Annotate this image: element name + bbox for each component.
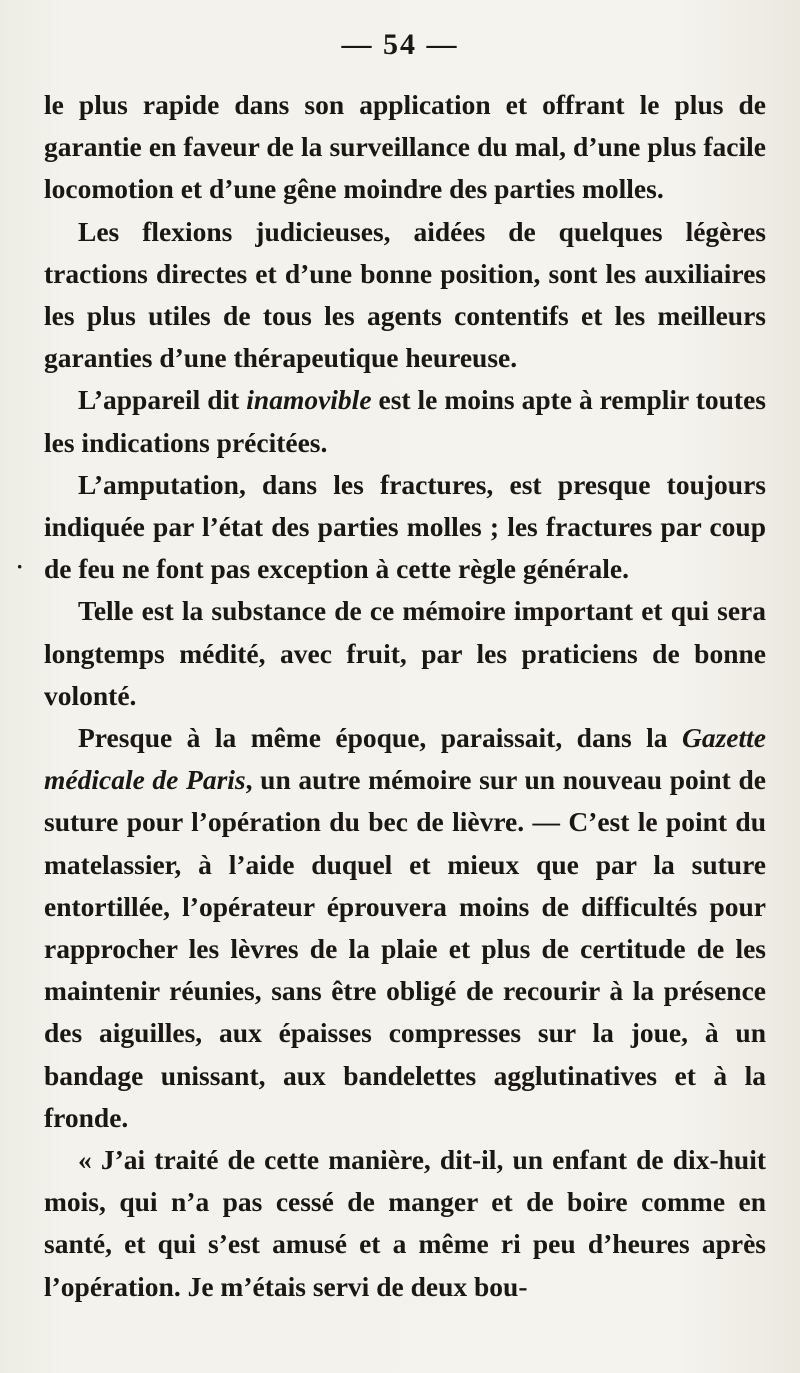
text-run: « J’ai traité de cette manière, dit-il, un enfant de dix-huit mois, qui n’a pas cessé de manger et de boire comme en santé, et qui s’est amusé et a même ri peu d’heures après l’opération. Je m’étais servi de deux bou- [44, 1144, 766, 1302]
paragraph [44, 717, 766, 1139]
paragraph [44, 590, 766, 717]
text-run: Telle est la substance de ce mémoire important et qui sera longtemps médité, avec fruit, par les praticiens de bonne volonté. [44, 595, 766, 711]
page-body-text [44, 84, 766, 1308]
text-run: Les flexions judicieuses, aidées de quelques légères tractions directes et d’une bonne position, sont les auxiliaires les plus utiles de tous les agents contentifs et les meilleurs garanties d’une thérapeutique heureuse. [44, 215, 766, 374]
text-run: Presque à la même époque, paraissait, dans la [78, 722, 682, 754]
italic-text: Gazette médicale de Paris [44, 722, 766, 796]
text-run: le plus rapide dans son application et offrant le plus de garantie en faveur de la surveillance du mal, d’une plus facile locomotion et d’une gêne moindre des parties molles. [44, 89, 766, 205]
paragraph [44, 464, 766, 591]
paragraph [44, 1139, 766, 1308]
page-number: — 54 — [341, 28, 459, 61]
text-run: , un autre mémoire sur un nouveau point de suture pour l’opération du bec de lièvre. — C’est le point du matelassier, à l’aide duquel et mieux que par la suture entortillée, l’opérateur éprouvera moins de difficultés pour rapprocher les lèvres de la plaie et plus de certitude de les maintenir réunies, sans être obligé de recourir à la présence des aiguilles, aux épaisses compresses sur la joue, à un bandage unissant, aux bandelettes agglutinatives et à la fronde. [44, 764, 766, 1133]
paragraph [44, 379, 766, 463]
paragraph [44, 211, 766, 380]
italic-text: inamovible [246, 384, 372, 416]
paragraph [44, 84, 766, 211]
text-run: est le moins apte à remplir toutes les indications précitées. [44, 384, 766, 458]
text-run: L’appareil dit [78, 384, 247, 416]
text-run: L’amputation, dans les fractures, est presque toujours indiquée par l’état des parties molles ; les fractures par coup de feu ne font pas exception à cette règle générale. [44, 468, 766, 585]
margin-dot: · [16, 554, 24, 579]
